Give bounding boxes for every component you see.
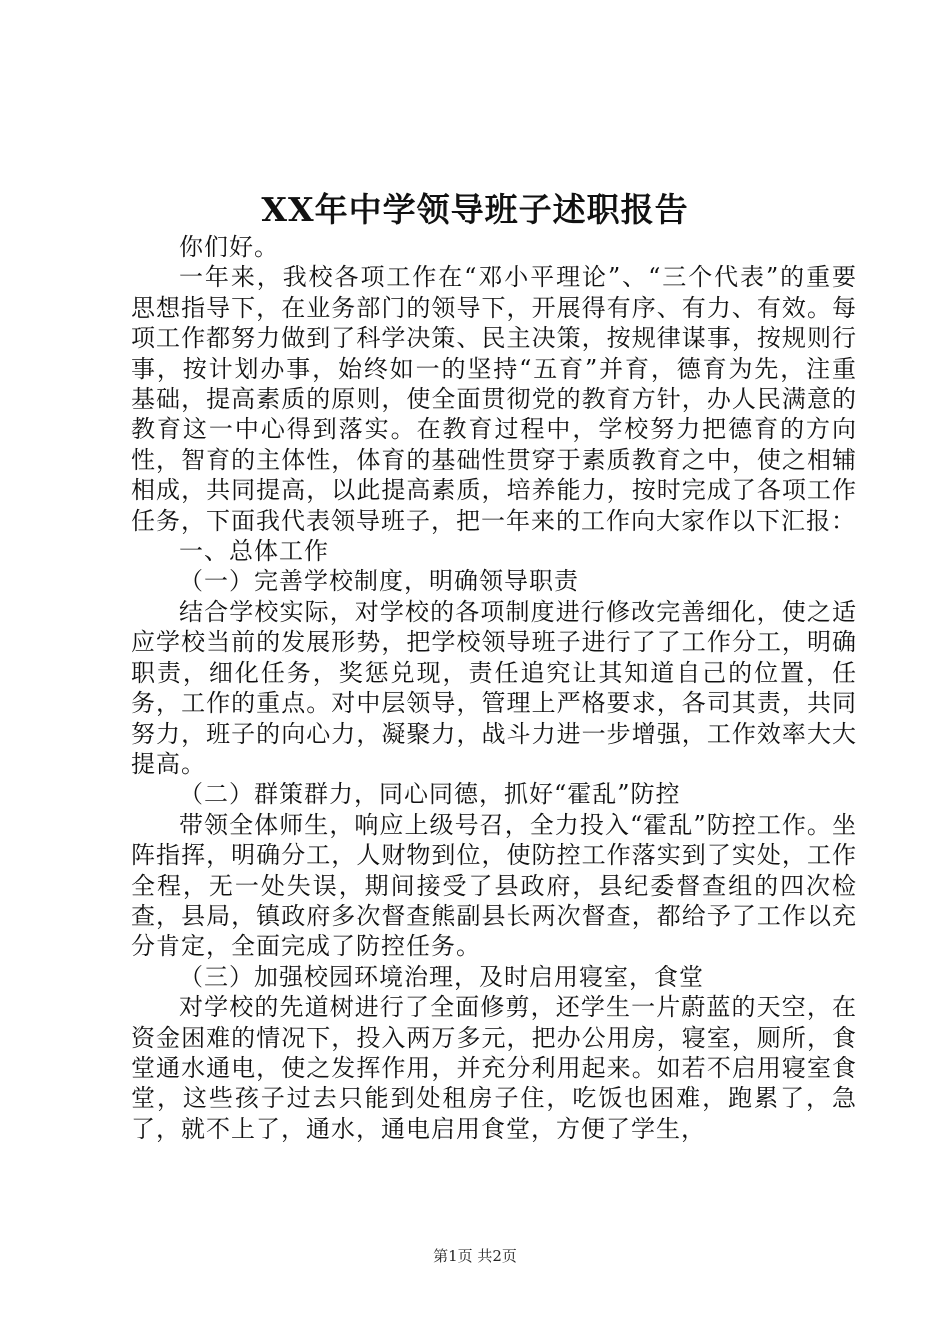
paragraph-subsection-2: 带领全体师生，响应上级号召，全力投入“霍乱”防控工作。坐阵指挥，明确分工，人财物到位，使防控工作落实到了实处，工作全程，无一处失误，期间接受了县政府，县纪委督查组的四次检查，县局，镇政府多次督查熊副县长两次督查，都给予了工作以充分肯定，全面完成了防控任务。 [131,810,857,961]
page-indicator: 第1页 共2页 [433,1247,517,1265]
document-title: XX年中学领导班子述职报告 [261,190,689,229]
subsection-heading-3: （三）加强校园环境治理，及时启用寝室，食堂 [179,962,704,991]
section-heading-overall: 一、总体工作 [179,537,329,566]
paragraph-subsection-1: 结合学校实际，对学校的各项制度进行修改完善细化，使之适应学校当前的发展形势，把学校领导班子进行了了工作分工，明确职责，细化任务，奖惩兑现，责任追究让其知道自己的位置，任务，工作的重点。对中层领导，管理上严格要求，各司其责，共同努力，班子的向心力，凝聚力，战斗力进一步增强，工作效率大大提高。 [131,597,857,778]
paragraph-subsection-3: 对学校的先道树进行了全面修剪，还学生一片蔚蓝的天空，在资金困难的情况下，投入两万多元，把办公用房，寝室，厕所，食堂通水通电，使之发挥作用，并充分利用起来。如若不启用寝室食堂，这些孩子过去只能到处租房子住，吃饭也困难，跑累了，急了，就不上了，通水，通电启用食堂，方便了学生， [131,993,857,1143]
subsection-heading-1: （一）完善学校制度，明确领导职责 [179,567,579,596]
page-footer [0,1246,950,1266]
paragraph-greeting: 你们好。 [179,233,279,261]
paragraph-intro: 一年来，我校各项工作在“邓小平理论”、“三个代表”的重要思想指导下，在业务部门的领导下，开展得有序、有力、有效。每项工作都努力做到了科学决策、民主决策，按规律谋事，按规则行事，按计划办事，始终如一的坚持“五育”并育，德育为先，注重基础，提高素质的原则，使全面贯彻党的教育方针，办人民满意的教育这一中心得到落实。在教育过程中，学校努力把德育的方向性，智育的主体性，体育的基础性贯穿于素质教育之中，使之相辅相成，共同提高，以此提高素质，培养能力，按时完成了各项工作任务，下面我代表领导班子，把一年来的工作向大家作以下汇报： [131,263,857,535]
document-body [131,232,857,1144]
subsection-heading-2: （二）群策群力，同心同德，抓好“霍乱”防控 [179,780,681,809]
